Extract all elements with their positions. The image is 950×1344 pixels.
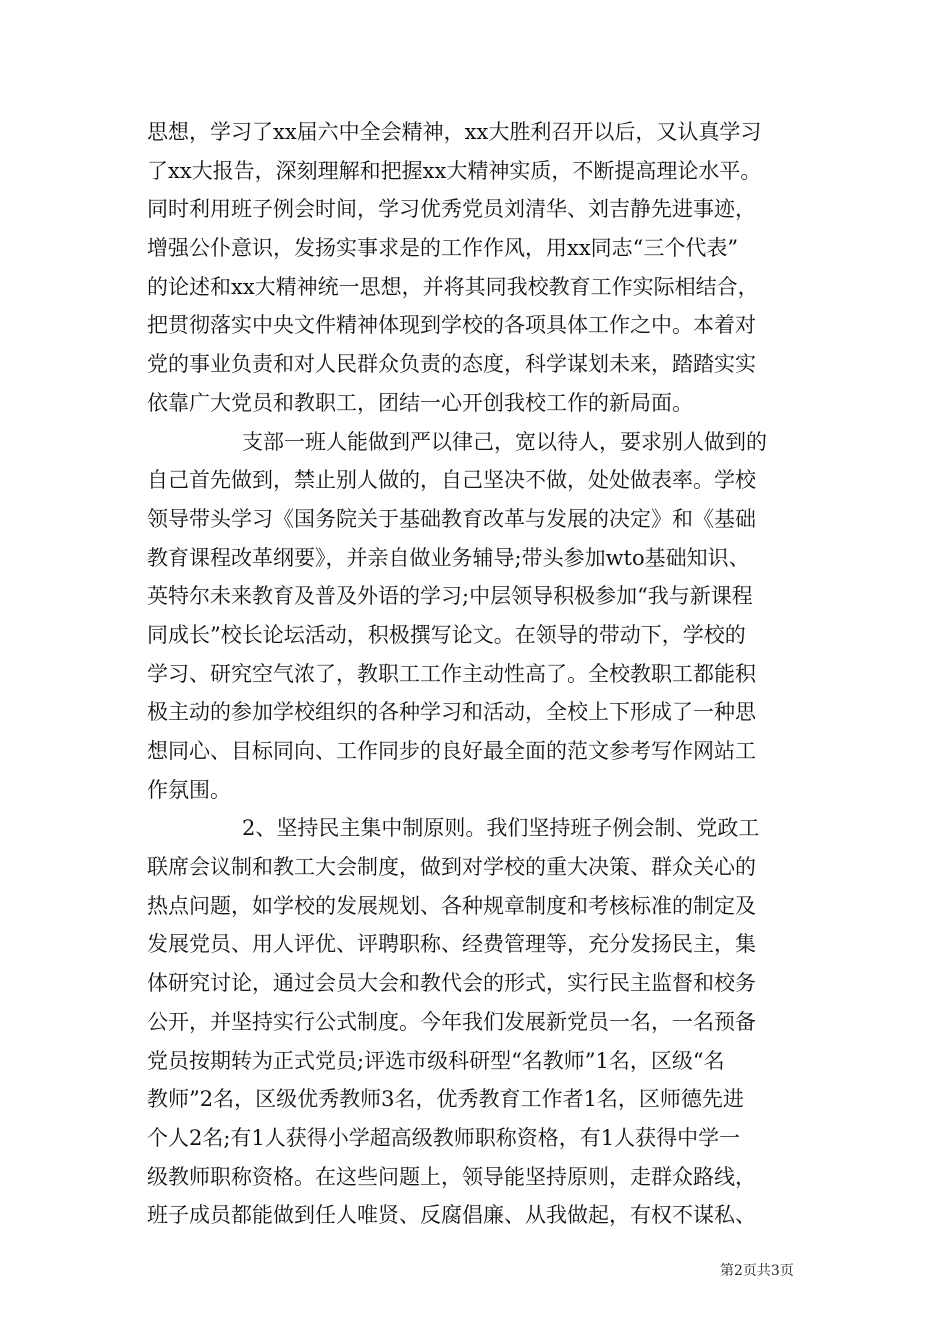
paragraph-3-line-7: 党员按期转为正式党员;评选市级科研型“名教师”1名，区级“名	[147, 1049, 725, 1073]
paragraph-3-line-6: 公开，并坚持实行公式制度。今年我们发展新党员一名，一名预备	[147, 1010, 756, 1034]
paragraph-3-line-2: 联席会议制和教工大会制度，做到对学校的重大决策、群众关心的	[147, 855, 756, 879]
paragraph-1-line-8: 依靠广大党员和教职工，团结一心开创我校工作的新局面。	[147, 391, 693, 415]
paragraph-3-line-11: 班子成员都能做到任人唯贤、反腐倡廉、从我做起，有权不谋私、	[147, 1203, 756, 1227]
paragraph-2-line-9: 想同心、目标同向、工作同步的良好最全面的范文参考写作网站工	[147, 739, 756, 763]
paragraph-2-line-8: 极主动的参加学校组织的各种学习和活动，全校上下形成了一种思	[147, 700, 756, 724]
paragraph-3-line-3: 热点问题，如学校的发展规划、各种规章制度和考核标准的制定及	[147, 894, 756, 918]
paragraph-2-line-5: 英特尔未来教育及普及外语的学习;中层领导积极参加“我与新课程	[147, 584, 753, 608]
paragraph-3-line-9: 个人2名;有1人获得小学超高级教师职称资格，有1人获得中学一	[147, 1126, 741, 1150]
paragraph-1-line-3: 同时利用班子例会时间，学习优秀党员刘清华、刘吉静先进事迹，	[147, 197, 756, 221]
paragraph-2-line-6: 同成长”校长论坛活动，积极撰写论文。在领导的带动下，学校的	[147, 623, 746, 647]
paragraph-1-line-6: 把贯彻落实中央文件精神体现到学校的各项具体工作之中。本着对	[147, 313, 756, 337]
paragraph-2-line-2: 自己首先做到，禁止别人做的，自己坚决不做，处处做表率。学校	[147, 468, 756, 492]
paragraph-2-line-1: 支部一班人能做到严以律己，宽以待人，要求别人做到的	[242, 430, 767, 454]
paragraph-1-line-1: 思想，学习了xx届六中全会精神，xx大胜利召开以后，又认真学习	[147, 120, 762, 144]
paragraph-3-line-8: 教师”2名，区级优秀教师3名，优秀教育工作者1名，区师德先进	[147, 1087, 744, 1111]
paragraph-2-line-10: 作氛围。	[147, 778, 231, 802]
paragraph-3-line-4: 发展党员、用人评优、评聘职称、经费管理等，充分发扬民主，集	[147, 932, 756, 956]
paragraph-2-line-3: 领导带头学习《国务院关于基础教育改革与发展的决定》和《基础	[147, 507, 756, 531]
page-number: 第2页共3页	[720, 1263, 794, 1279]
paragraph-1-line-5: 的论述和xx大精神统一思想，并将其同我校教育工作实际相结合，	[147, 275, 759, 299]
paragraph-1-line-2: 了xx大报告，深刻理解和把握xx大精神实质，不断提高理论水平。	[147, 159, 762, 183]
paragraph-3-line-5: 体研究讨论，通过会员大会和教代会的形式，实行民主监督和校务	[147, 971, 756, 995]
paragraph-3-line-1: 2、坚持民主集中制原则。我们坚持班子例会制、党政工	[242, 816, 760, 840]
paragraph-2-line-7: 学习、研究空气浓了，教职工工作主动性高了。全校教职工都能积	[147, 662, 756, 686]
paragraph-1-line-4: 增强公仆意识，发扬实事求是的工作作风，用xx同志“三个代表”	[147, 236, 739, 260]
paragraph-1-line-7: 党的事业负责和对人民群众负责的态度，科学谋划未来，踏踏实实	[147, 352, 756, 376]
paragraph-2-line-4: 教育课程改革纲要》，并亲自做业务辅导;带头参加wto基础知识、	[147, 546, 750, 570]
paragraph-3-line-10: 级教师职称资格。在这些问题上，领导能坚持原则，走群众路线，	[147, 1165, 756, 1189]
